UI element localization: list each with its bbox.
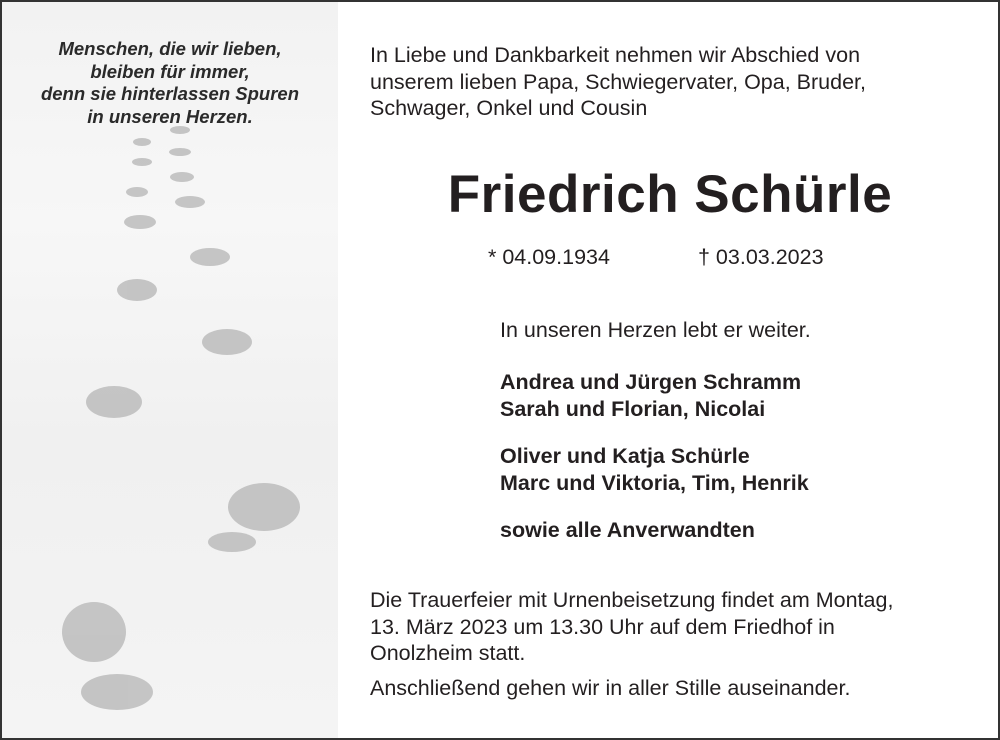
intro-text: [370, 42, 866, 122]
intro-line: In Liebe und Dankbarkeit nehmen wir Abschied von: [370, 43, 861, 67]
mourner-family-2: [500, 443, 809, 496]
quote-line: denn sie hinterlassen Spuren: [40, 83, 300, 104]
quote-line: Menschen, die wir lieben,: [58, 38, 282, 59]
mourner-family-1: [500, 369, 801, 422]
snow-footprints-image: [2, 2, 338, 738]
mourner-line: Sarah und Florian, Nicolai: [500, 396, 766, 421]
mourner-line: Marc und Viktoria, Tim, Henrik: [500, 470, 809, 495]
mourner-relatives: sowie alle Anverwandten: [500, 518, 755, 542]
service-line: Die Trauerfeier mit Urnenbeisetzung findet am Montag,: [370, 588, 894, 612]
intro-line: unserem lieben Papa, Schwiegervater, Opa, Bruder,: [370, 69, 866, 94]
deceased-name: Friedrich Schürle: [447, 165, 893, 224]
memorial-quote: [2, 38, 338, 128]
service-info: [370, 587, 893, 667]
death-date: † 03.03.2023: [698, 245, 824, 269]
service-line: Onolzheim statt.: [370, 641, 526, 665]
quote-line: bleiben für immer,: [90, 60, 250, 82]
closing-text: Anschließend gehen wir in aller Stille auseinander.: [370, 676, 851, 700]
mourner-line: Oliver und Katja Schürle: [500, 444, 750, 468]
birth-date: * 04.09.1934: [488, 245, 610, 269]
motto: In unseren Herzen lebt er weiter.: [500, 318, 811, 342]
quote-line: in unseren Herzen.: [87, 105, 253, 127]
intro-line: Schwager, Onkel und Cousin: [370, 96, 648, 120]
mourner-line: Andrea und Jürgen Schramm: [500, 370, 802, 394]
service-line: 13. März 2023 um 13.30 Uhr auf dem Friedhof in: [370, 614, 835, 639]
